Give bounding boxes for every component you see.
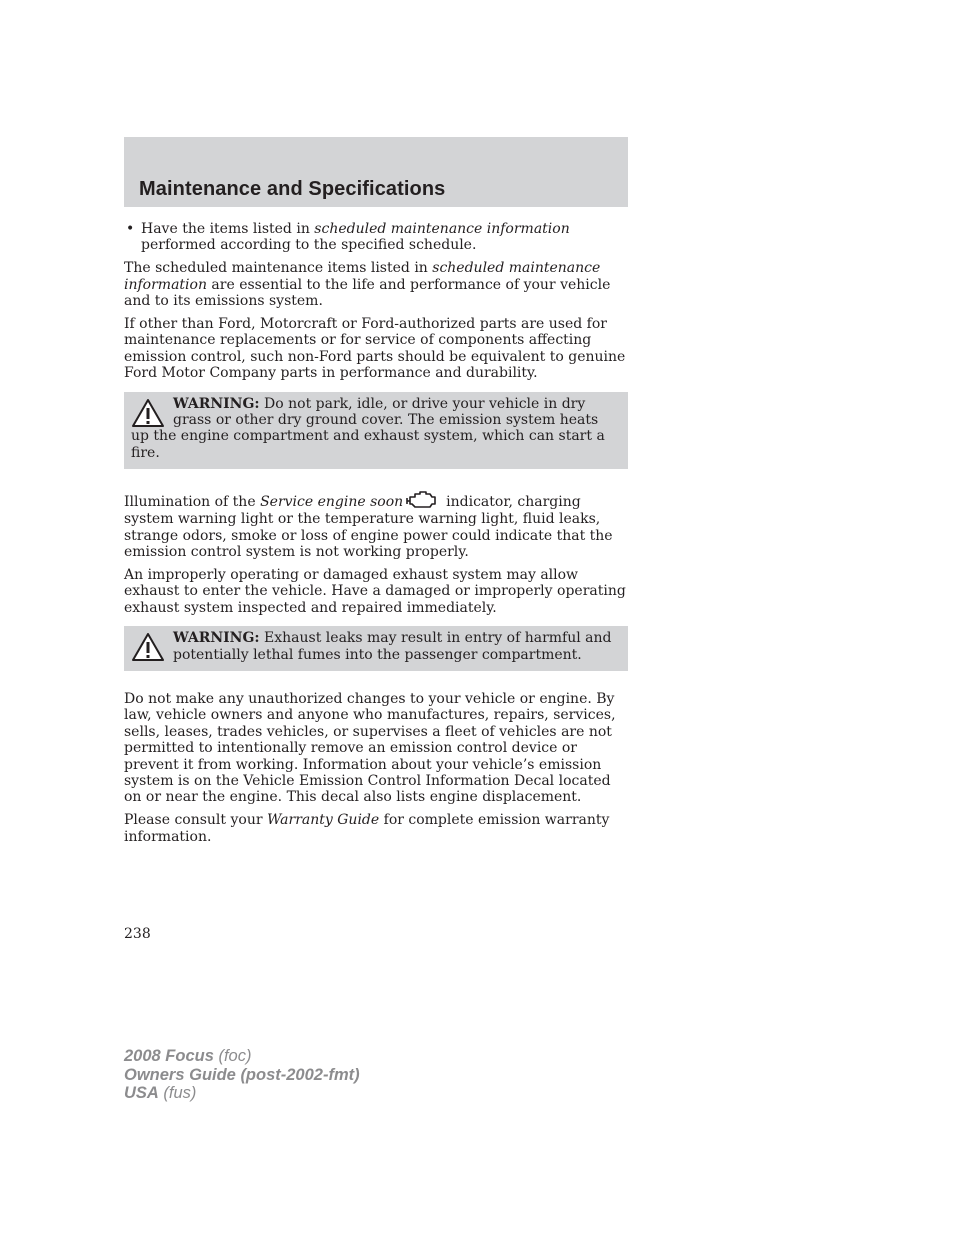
- bullet-dot: •: [126, 221, 135, 237]
- warning-text: Do not park, idle, or drive your vehicle in dry grass or other dry ground cover. The emission system heats up the engine compartment and exhaust system, which can start a fire.: [131, 395, 605, 461]
- para1-post: are essential to the life and performance of your vehicle and to its emissions system.: [124, 276, 611, 310]
- section-header-band: [124, 137, 628, 207]
- footer-guide: Owners Guide (post-2002-fmt): [124, 1065, 360, 1084]
- warning-box-exhaust: [124, 626, 628, 671]
- para1-italic: scheduled maintenance information: [124, 260, 601, 293]
- paragraph-warranty: [124, 812, 628, 845]
- bullet-item: [124, 221, 628, 254]
- footer-model: 2008 Focus: [124, 1047, 214, 1065]
- paragraph-scheduled-maintenance: [124, 260, 628, 309]
- footer-line-2: [124, 1066, 360, 1085]
- page-content: [124, 221, 628, 852]
- footer-model-code: (foc): [213, 1047, 252, 1065]
- warning-box-fire: [124, 392, 628, 470]
- para6-pre: Please consult your: [124, 812, 267, 829]
- warning-label: WARNING:: [173, 395, 260, 412]
- page-number: 238: [124, 926, 151, 942]
- paragraph-unauthorized-changes: Do not make any unauthorized changes to your vehicle or engine. By law, vehicle owners and anyone who manufactures, repairs, services, sells, leases, trades vehicles, or supervises a fleet of vehicles are not permitted to intentionally remove an emission control device or prevent it from working. Information about your vehicle’s emission system is on the Vehicle Emission Control Information Decal located on or near the engine. This decal also lists engine displacement.: [124, 691, 616, 806]
- bullet-text-pre: Have the items listed in: [141, 221, 315, 237]
- para3-pre: Illumination of the: [124, 494, 261, 511]
- paragraph-exhaust: An improperly operating or damaged exhaust system may allow exhaust to enter the vehicle. Have a damaged or improperly operating exhaust system inspected and repaired immediately.: [124, 567, 626, 616]
- para3-post: indicator, charging system warning light or the temperature warning light, fluid leaks, strange odors, smoke or loss of engine power could indicate that the emission control system is not working properly.: [124, 494, 613, 561]
- section-title: Maintenance and Specifications: [139, 178, 446, 200]
- check-engine-icon: [406, 489, 438, 511]
- paragraph-illumination: [124, 489, 628, 560]
- footer-line-1: [124, 1047, 360, 1066]
- footer-market-code: (fus): [158, 1084, 197, 1102]
- footer-line-3: [124, 1084, 360, 1103]
- para3-italic: Service engine soon: [260, 494, 404, 511]
- para6-post: for complete emission warranty information.: [124, 812, 610, 845]
- warning-label: WARNING:: [173, 630, 260, 647]
- warning-text: Exhaust leaks may result in entry of harmful and potentially lethal fumes into the passenger compartment.: [173, 630, 612, 663]
- paragraph-parts: If other than Ford, Motorcraft or Ford-authorized parts are used for maintenance replacements or for service of components affecting emission control, such non-Ford parts should be equivalent to genuine Ford Motor Company parts in performance and durability.: [124, 316, 626, 382]
- bullet-text-italic: scheduled maintenance information: [314, 221, 570, 237]
- para6-italic: Warranty Guide: [267, 812, 380, 829]
- para1-pre: The scheduled maintenance items listed in: [124, 260, 433, 277]
- bullet-text-post: performed according to the specified schedule.: [141, 237, 477, 254]
- document-footer: [124, 1047, 360, 1103]
- footer-market: USA: [124, 1084, 159, 1102]
- warning-triangle-icon: [131, 632, 165, 662]
- warning-triangle-icon: [131, 398, 165, 428]
